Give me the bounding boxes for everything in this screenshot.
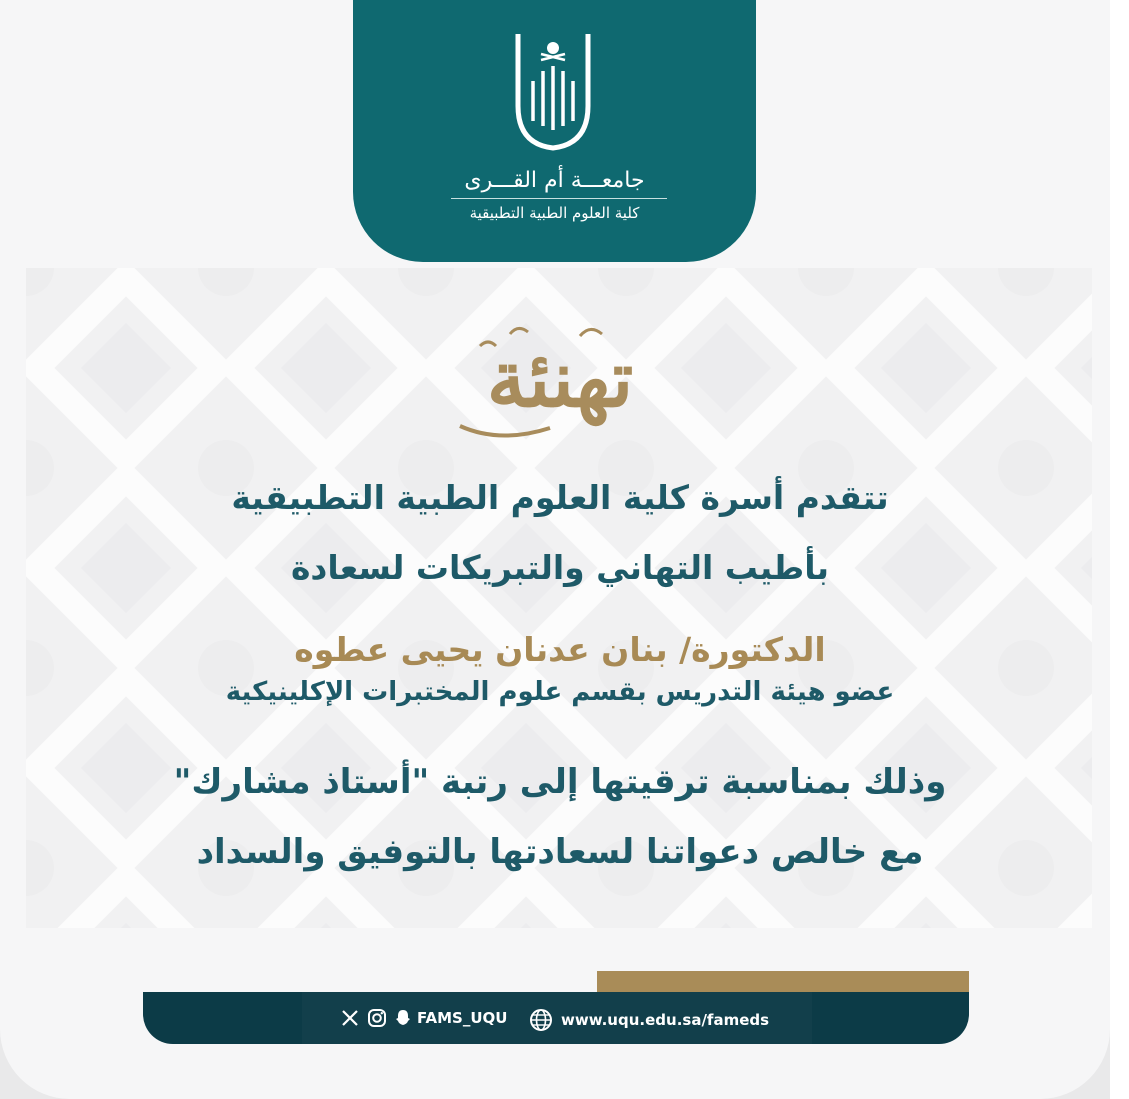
- intro-line: تتقدم أسرة كلية العلوم الطبية التطبيقية: [231, 478, 889, 517]
- social-handle-group[interactable]: [341, 1008, 507, 1028]
- social-handle[interactable]: FAMS_UQU: [417, 1009, 508, 1027]
- website-group[interactable]: [529, 1008, 769, 1032]
- globe-icon[interactable]: [529, 1008, 553, 1032]
- university-name: جامعـــة أم القـــرى: [464, 168, 645, 193]
- congrats-line: بأطيب التهاني والتبريكات لسعادة: [290, 548, 830, 587]
- honoree-position: عضو هيئة التدريس بقسم علوم المختبرات الإكلينيكية: [225, 677, 895, 707]
- logo-divider: [451, 198, 667, 199]
- university-logo-tab: [353, 0, 756, 262]
- page-edge: [1110, 0, 1129, 1099]
- title-text: تهنئة: [486, 334, 634, 425]
- greeting-title: [430, 316, 690, 446]
- honoree-name: الدكتورة/ بنان عدنان يحيى عطوه: [294, 630, 826, 669]
- snapchat-icon[interactable]: [393, 1008, 413, 1028]
- promotion-line: وذلك بمناسبة ترقيتها إلى رتبة "أستاذ مشارك": [173, 762, 947, 802]
- wishes-line: مع خالص دعواتنا لسعادتها بالتوفيق والسداد: [196, 832, 924, 872]
- website-link[interactable]: www.uqu.edu.sa/fameds: [561, 1011, 770, 1029]
- footer-bar: [143, 992, 969, 1044]
- x-icon[interactable]: [341, 1009, 359, 1027]
- gold-accent-bar: [597, 971, 969, 993]
- college-name: كلية العلوم الطبية التطبيقية: [469, 204, 640, 222]
- instagram-icon[interactable]: [367, 1008, 387, 1028]
- university-emblem-icon: [503, 26, 603, 156]
